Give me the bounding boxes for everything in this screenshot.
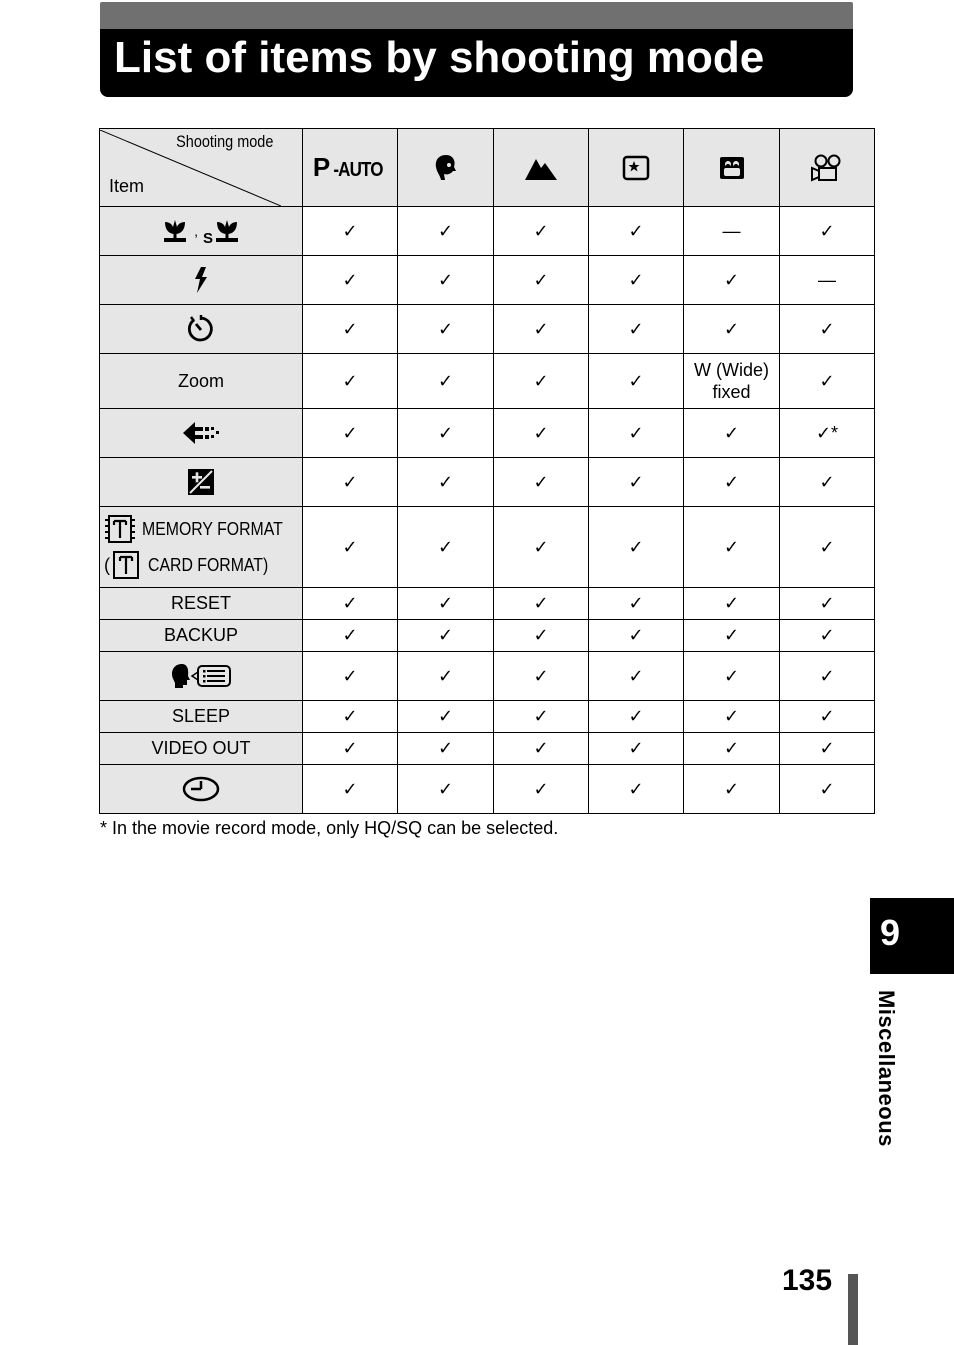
header-row	[100, 129, 875, 207]
cell-check-star: ✓*	[780, 409, 875, 458]
cell-check: ✓	[303, 409, 398, 458]
table-row	[100, 588, 875, 620]
cell-check: ✓	[303, 354, 398, 409]
footnote: * In the movie record mode, only HQ/SQ can be selected.	[100, 818, 559, 838]
cell-check: ✓	[398, 765, 494, 814]
cell-check: ✓	[684, 458, 780, 507]
item-clock	[100, 765, 303, 814]
cell-check: ✓	[684, 305, 780, 354]
table-row	[100, 256, 875, 305]
mode-header-pauto	[303, 129, 398, 207]
cell-check: ✓	[684, 256, 780, 305]
cell-check: ✓	[589, 354, 684, 409]
cell-check: ✓	[780, 207, 875, 256]
page-title: List of items by shooting mode	[114, 33, 765, 82]
chapter-title: Miscellaneous	[874, 990, 899, 1147]
clock-icon	[182, 776, 220, 802]
cell-check: ✓	[780, 620, 875, 652]
mode-header-self-portrait	[684, 129, 780, 207]
cell-check: ✓	[684, 701, 780, 733]
cell-check: ✓	[589, 652, 684, 701]
item-beep	[100, 652, 303, 701]
cell-check: ✓	[589, 207, 684, 256]
cell-check: ✓	[589, 733, 684, 765]
cell-check: ✓	[494, 409, 589, 458]
mode-header-landscape	[494, 129, 589, 207]
cell-check: ✓	[494, 620, 589, 652]
cell-check: ✓	[589, 765, 684, 814]
table-row	[100, 652, 875, 701]
drive-icon	[181, 420, 221, 446]
cell-check: ✓	[494, 588, 589, 620]
cell-check: ✓	[780, 588, 875, 620]
cell-check: ✓	[684, 507, 780, 588]
item-flash	[100, 256, 303, 305]
corner-header-cell	[100, 129, 303, 207]
cell-check: ✓	[398, 256, 494, 305]
cell-check: ✓	[398, 458, 494, 507]
cell-check: ✓	[494, 256, 589, 305]
table-row	[100, 305, 875, 354]
macro-icon	[161, 218, 189, 244]
card-format-icon	[112, 551, 140, 579]
cell-check: ✓	[303, 765, 398, 814]
cell-dash: —	[780, 256, 875, 305]
cell-check: ✓	[398, 409, 494, 458]
cell-check: ✓	[684, 765, 780, 814]
item-zoom: Zoom	[100, 354, 303, 409]
table-row	[100, 458, 875, 507]
cell-check: ✓	[494, 765, 589, 814]
cell-check: ✓	[589, 588, 684, 620]
cell-check: ✓	[589, 507, 684, 588]
cell-check: ✓	[494, 652, 589, 701]
shooting-mode-table	[99, 128, 875, 814]
cell-check: ✓	[684, 620, 780, 652]
page-number: 135	[782, 1264, 833, 1297]
cell-check: ✓	[398, 620, 494, 652]
cell-check: ✓	[398, 305, 494, 354]
cell-check: ✓	[398, 652, 494, 701]
card-format-paren: (	[104, 554, 110, 575]
cell-check: ✓	[589, 458, 684, 507]
page-number-bar	[848, 1274, 858, 1345]
item-label: Item	[109, 175, 145, 196]
item-reset: RESET	[100, 588, 303, 620]
cell-check: ✓	[303, 588, 398, 620]
cell-check: ✓	[303, 256, 398, 305]
table-row	[100, 207, 875, 256]
table-row	[100, 620, 875, 652]
cell-check: ✓	[398, 588, 494, 620]
cell-check: ✓	[303, 507, 398, 588]
item-video-out: VIDEO OUT	[100, 733, 303, 765]
cell-check: ✓	[494, 305, 589, 354]
beep-icon	[170, 662, 232, 690]
cell-check: ✓	[303, 652, 398, 701]
table-row	[100, 354, 875, 409]
shooting-mode-label: Shooting mode	[175, 131, 273, 151]
cell-zoom-wide-line2: fixed	[712, 382, 751, 402]
cell-check: ✓	[589, 409, 684, 458]
cell-check: ✓	[494, 207, 589, 256]
chapter-number: 9	[880, 912, 901, 953]
cell-check: ✓	[780, 507, 875, 588]
cell-check: ✓	[684, 588, 780, 620]
mode-header-night	[589, 129, 684, 207]
cell-check: ✓	[398, 207, 494, 256]
cell-check: ✓	[684, 652, 780, 701]
cell-check: ✓	[780, 305, 875, 354]
cell-check: ✓	[303, 733, 398, 765]
cell-check: ✓	[398, 354, 494, 409]
item-drive	[100, 409, 303, 458]
cell-check: ✓	[494, 507, 589, 588]
svg-text:S: S	[202, 230, 213, 244]
table-row	[100, 507, 875, 588]
card-format-label: CARD FORMAT)	[148, 554, 269, 575]
table-row	[100, 409, 875, 458]
cell-check: ✓	[589, 620, 684, 652]
table-row	[100, 733, 875, 765]
cell-check: ✓	[684, 409, 780, 458]
cell-check: ✓	[589, 701, 684, 733]
cell-check: ✓	[780, 733, 875, 765]
night-scene-icon	[622, 155, 650, 181]
portrait-icon	[432, 153, 460, 183]
cell-check: ✓	[303, 207, 398, 256]
cell-check: ✓	[780, 701, 875, 733]
movie-icon	[810, 154, 844, 182]
cell-check: ✓	[494, 354, 589, 409]
cell-check: ✓	[398, 507, 494, 588]
cell-check: ✓	[780, 458, 875, 507]
cell-check: ✓	[303, 701, 398, 733]
item-sleep: SLEEP	[100, 701, 303, 733]
item-self-timer	[100, 305, 303, 354]
p-auto-icon: P -AUTO	[312, 152, 383, 182]
cell-check: ✓	[494, 701, 589, 733]
exposure-compensation-icon	[187, 468, 215, 496]
item-memory-format	[100, 507, 303, 588]
flash-icon	[192, 266, 210, 294]
item-backup: BACKUP	[100, 620, 303, 652]
item-exposure-compensation	[100, 458, 303, 507]
cell-check: ✓	[684, 733, 780, 765]
cell-check: ✓	[303, 305, 398, 354]
cell-check: ✓	[589, 305, 684, 354]
cell-check: ✓	[780, 765, 875, 814]
memory-format-icon	[104, 515, 136, 543]
cell-check: ✓	[780, 652, 875, 701]
cell-check: ✓	[398, 701, 494, 733]
cell-check: ✓	[303, 620, 398, 652]
cell-zoom-wide-fixed	[684, 354, 780, 409]
cell-check: ✓	[494, 733, 589, 765]
mode-header-movie	[780, 129, 875, 207]
self-portrait-icon	[719, 156, 745, 180]
cell-dash: —	[684, 207, 780, 256]
self-timer-icon	[186, 314, 216, 344]
cell-check: ✓	[303, 458, 398, 507]
title-banner-top	[100, 2, 853, 29]
super-macro-icon	[203, 218, 241, 244]
landscape-icon	[524, 155, 558, 181]
cell-check: ✓	[589, 256, 684, 305]
item-macro: , S	[100, 207, 303, 256]
cell-check: ✓	[398, 733, 494, 765]
table-row	[100, 701, 875, 733]
cell-check: ✓	[780, 354, 875, 409]
cell-zoom-wide-line1: W (Wide)	[694, 360, 770, 380]
table-row	[100, 765, 875, 814]
memory-format-label: MEMORY FORMAT	[142, 518, 283, 539]
mode-header-portrait	[398, 129, 494, 207]
cell-check: ✓	[494, 458, 589, 507]
